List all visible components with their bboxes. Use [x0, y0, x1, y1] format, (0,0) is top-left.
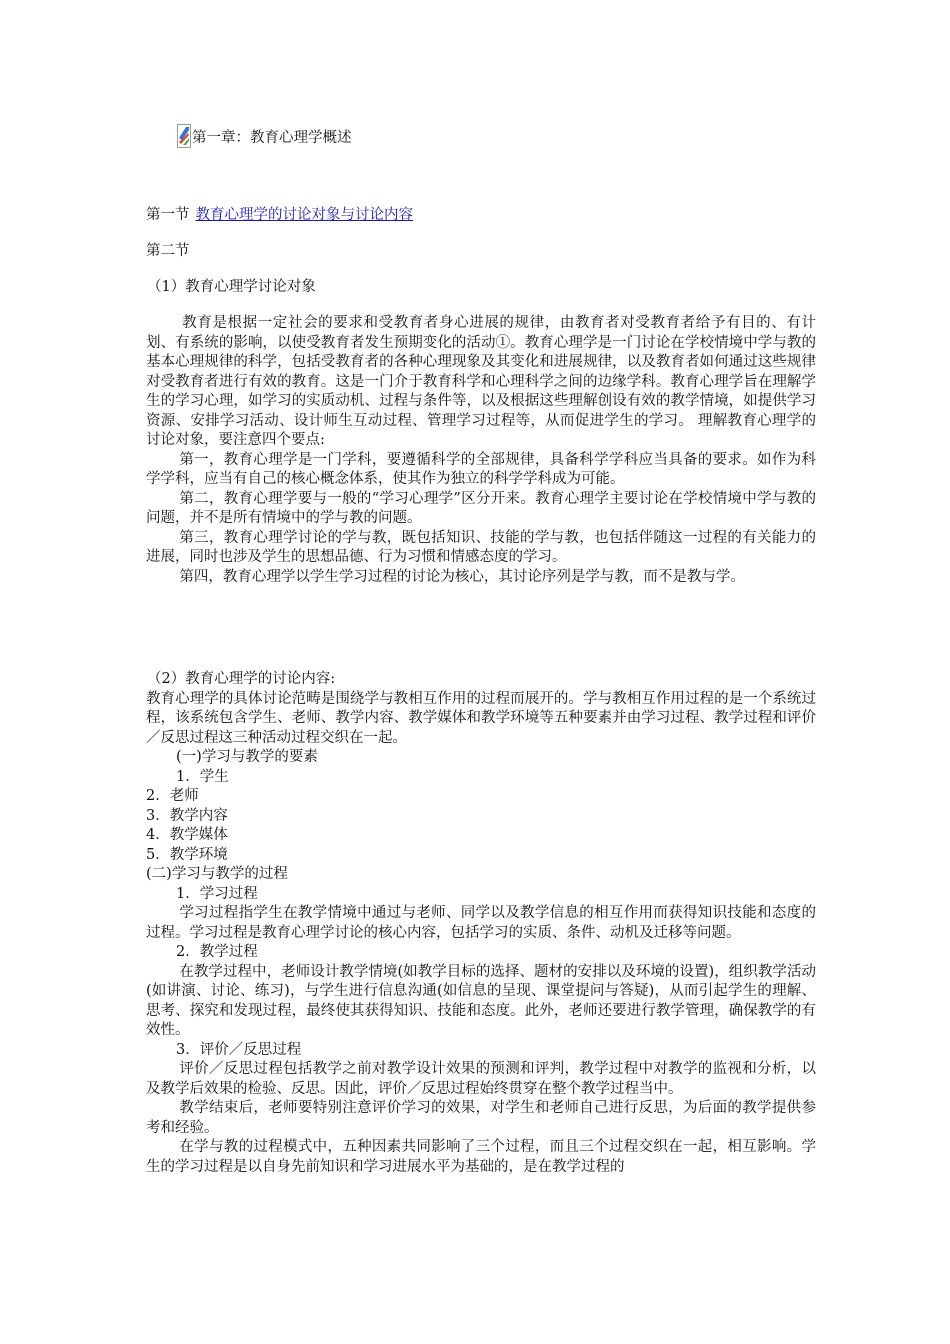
element-item: 3．教学内容 — [146, 807, 228, 824]
broken-image-icon — [177, 124, 191, 148]
process-model-text: 在学与教的过程模式中，五种因素共同影响了三个过程，而且三个过程交织在一起，相互影响。学生的学习过程是以自身先前知识和学习进展水平为基础的，是在教学过程的 — [146, 1139, 816, 1175]
after-teaching-text: 教学结束后，老师要特别注意评价学习的效果，对学生和老师自己进行反思，为后面的教学提供参考和经验。 — [146, 1100, 816, 1136]
part1-point2: 第二，教育心理学要与一般的“学习心理学”区分开来。教育心理学主要讨论在学校情境中学与教的问题，并不是所有情境中的学与教的问题。 — [146, 490, 816, 526]
section-two — [146, 240, 190, 262]
chapter-title: 第一章：教育心理学概述 — [192, 130, 352, 146]
section-one — [146, 204, 413, 226]
part2-body — [146, 670, 816, 1177]
element-item: 4．教学媒体 — [146, 827, 228, 843]
teaching-process-text: 在教学过程中，老师设计教学情境(如教学目标的选择、题材的安排以及环境的设置)，组织教学活动(如讲演、讨论、练习)，与学生进行信息沟通(如信息的呈现、课堂提问与答疑)，从而引起学生的理解、思考、探究和发现过程，最终使其获得知识、技能和态度。此外，老师还要进行教学管理，确保教学的有效性。 — [146, 963, 816, 1038]
part1-point3: 第三，教育心理学讨论的学与教，既包括知识、技能的学与教，也包括伴随这一过程的有关能力的进展，同时也涉及学生的思想品德、行为习惯和情感态度的学习。 — [146, 529, 816, 565]
part1-point4: 第四，教育心理学以学生学习过程的讨论为核心，其讨论序列是学与教，而不是教与学。 — [179, 568, 745, 585]
process-heading: (二)学习与教学的过程 — [146, 866, 288, 882]
element-item: 2．老师 — [146, 788, 199, 804]
part1-body — [146, 314, 816, 587]
chapter-heading — [177, 124, 352, 152]
section-two-label: 第二节 — [146, 243, 190, 259]
element-item: 1．学生 — [176, 768, 229, 785]
part1-intro: 教育是根据一定社会的要求和受教育者身心进展的规律，由教育者对受教育者给予有目的、有计划、有系统的影响，以使受教育者发生预期变化的活动①。教育心理学是一门讨论在学校情境中学与教的基本心理规律的科学，包括受教育者的各种心理现象及其变化和进展规律，以及教育者如何通过这些规律对受教育者进行有效的教育。这是一门介于教育科学和心理科学之间的边缘学科。教育心理学旨在理解学生的学习心理，如学习的实质动机、过程与条件等，以及根据这些理解创设有效的教学情境，如提供学习资源、安排学习活动、设计师生互动过程、管理学习过程等，从而促进学生的学习。 理解教育心理学的讨论对象，要注意四个要点: — [146, 315, 816, 448]
learning-process-title: 1．学习过程 — [176, 885, 258, 902]
learning-process-text: 学习过程指学生在教学情境中通过与老师、同学以及教学信息的相互作用而获得知识技能和态度的过程。学习过程是教育心理学讨论的核心内容，包括学习的实质、条件、动机及迁移等问题。 — [146, 905, 816, 941]
part2-heading: （2）教育心理学的讨论内容: — [147, 671, 336, 687]
section-one-link[interactable]: 教育心理学的讨论对象与讨论内容 — [195, 207, 413, 223]
evaluation-process-text: 评价／反思过程包括教学之前对教学设计效果的预测和评判，教学过程中对教学的监视和分析，以及教学后效果的检验、反思。因此，评价／反思过程始终贯穿在整个教学过程当中。 — [146, 1061, 816, 1097]
element-item: 5．教学环境 — [146, 846, 228, 863]
teaching-process-title: 2．教学过程 — [176, 944, 258, 960]
part2-intro: 教育心理学的具体讨论范畴是围绕学与教相互作用的过程而展开的。学与教相互作用过程的是一个系统过程，该系统包含学生、老师、教学内容、教学媒体和教学环境等五种要素并由学习过程、教学过程和评价／反思过程这三种活动过程交织在一起。 — [146, 690, 816, 746]
part1-point1: 第一，教育心理学是一门学科，要遵循科学的全部规律，具备科学学科应当具备的要求。如作为科学学科，应当有自己的核心概念体系，使其作为独立的科学学科成为可能。 — [146, 451, 816, 487]
part1-heading: （1）教育心理学讨论对象 — [147, 279, 316, 295]
section-one-label: 第一节 — [146, 207, 190, 223]
elements-heading: (一)学习与教学的要素 — [176, 749, 318, 765]
evaluation-process-title: 3．评价／反思过程 — [176, 1041, 302, 1058]
